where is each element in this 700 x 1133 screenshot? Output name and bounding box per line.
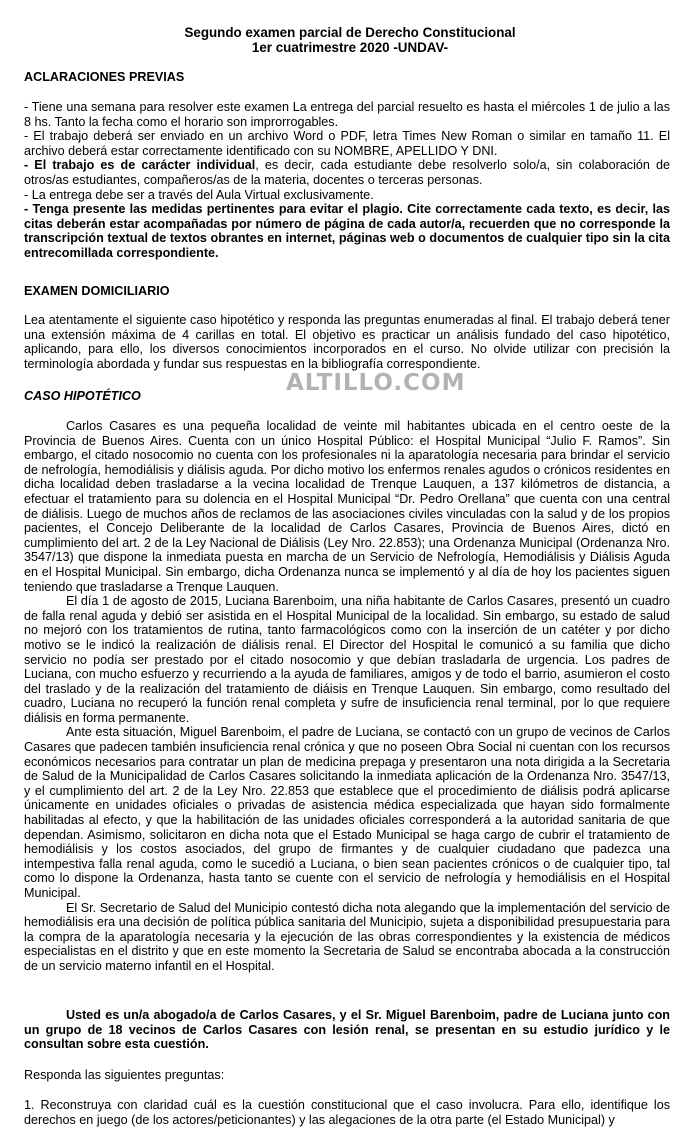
aclaracion-individual-rest: , es decir, cada estudiante debe resolverlo solo/a, sin colaboración de otros/as estudiantes, compañeros/as de la materia, docentes o terceras personas. — [24, 158, 670, 187]
aclaracion-item-format: - El trabajo deberá ser enviado en un archivo Word o PDF, letra Times New Roman o similar en tamaño 11. El archivo deberá estar correctamente identificado con su NOMBRE, APELLIDO Y DNI. — [24, 129, 670, 158]
altillo-watermark: ALTILLO.COM — [286, 370, 466, 396]
aclaracion-item-individual — [24, 158, 670, 187]
caso-paragraph-2: El día 1 de agosto de 2015, Luciana Barenboim, una niña habitante de Carlos Casares, presentó un cuadro de falla renal aguda y debió ser asistida en el Hospital Municipal de la localidad. Sin embargo, su estado de salud no mejoró con los tratamientos de rutina, tanto farmacológicos como con la inserción de un catéter y por dicho motivo se le indicó la realización de diálisis renal. El Director del Hospital le comunicó a su familia que dicho servicio no podía ser prestado por el citado nosocomio y que debían trasladarla de urgencia. Los padres de Luciana, con mucho esfuerzo y recurriendo a la ayuda de familiares, amigos y de todo el barrio, asumieron el costo del traslado y de la realización del tratamiento de diáisis en Trenque Lauquen. Sin embargo, como resultado del cuadro, Luciana no recuperó la función renal completa y sufre de insuficiencia renal terminal, por lo que requiere diálisis en forma permanente. — [24, 594, 670, 725]
document-title-line2: 1er cuatrimestre 2020 -UNDAV- — [251, 40, 449, 55]
document-title-line1: Segundo examen parcial de Derecho Constitucional — [184, 25, 516, 40]
aclaraciones-list — [24, 100, 670, 261]
caso-body — [24, 419, 670, 974]
examen-heading: EXAMEN DOMICILIARIO — [24, 284, 170, 298]
caso-paragraph-4: El Sr. Secretario de Salud del Municipio contestó dicha nota alegando que la implementación del servicio de hemodiálisis era una decisión de política pública sanitaria del Municipio, sujeta a disponibilidad presupuestaria para la compra de la aparatología necesaria y la ejecución de las obras correspondientes y la existencia de médicos especialistas en el distrito y que en este momento la Secretaria de Salud se encontraba abocada a la construcción de un servicio materno infantil en el Hospital. — [24, 900, 670, 973]
examen-intro-text: Lea atentamente el siguiente caso hipotético y responda las preguntas enumeradas al final. El trabajo deberá tener una extensión máxima de 4 carillas en total. El objetivo es practicar un análisis fundado del caso hipotético, aplicando, para ello, los diversos conocimientos incorporados en el curso. No olvide utilizar con precisión la terminología abordada y fundar sus respuestas en la bibliografía correspondiente. — [24, 313, 670, 371]
caso-paragraph-1: Carlos Casares es una pequeña localidad de veinte mil habitantes ubicada en el centro oeste de la Provincia de Buenos Aires. Cuenta con un único Hospital Público: el Hospital Municipal “Julio F. Ramos”. Sin embargo, el citado nosocomio no cuenta con los profesionales ni la aparatología necesaria para brindar el servicio de nefrología, hemodiálisis y diálisis aguda. Por dicho motivo los enfermos renales agudos o crónicos residentes en dicha localidad deben trasladarse a la vecina localidad de Trenque Lauquen, a 137 kilómetros de distancia, a efectuar el tratamiento para su dolencia en el Hospital Municipal “Dr. Pedro Orellana” que cuenta con una central de diálisis. Luego de muchos años de reclamos de las asociaciones civiles vinculadas con la salud y de los propios pacientes, el Concejo Deliberante de la localidad de Carlos Casares, Provincia de Buenos Aires, dictó en cumplimiento del art. 2 de la Ley Nacional de Diálisis (Ley Nro. 22.853); una Ordenanza Municipal (Ordenanza Nro. 3547/13) que dispone la inmediata puesta en marcha de un Servicio de Nefrología, Hemodiálisis y Diálisis Aguda en el Hospital Municipal. Sin embargo, dicha Ordenanza nunca se implementó y al día de hoy los pacientes siguen teniendo que trasladarse a Trenque Lauquen. — [24, 419, 670, 594]
aclaraciones-heading: ACLARACIONES PREVIAS — [24, 70, 185, 84]
aclaracion-item-deadline: - Tiene una semana para resolver este examen La entrega del parcial resuelto es hasta el miércoles 1 de julio a las 8 hs. Tanto la fecha como el horario son improrrogables. — [24, 100, 670, 129]
aclaracion-item-plagio: - Tenga presente las medidas pertinentes para evitar el plagio. Cite correctamente cada texto, es decir, las citas deberán estar acompañadas por número de página de cada autor/a, recuerden que no corresponde la transcripción textual de textos obrantes en internet, páginas web o documentos de cualquier tipo sin la cita entrecomillada correspondiente. — [24, 202, 670, 260]
pregunta-1: 1. Reconstruya con claridad cuál es la cuestión constitucional que el caso involucra. Para ello, identifique los derechos en juego (de los actores/peticionantes) y las alegaciones de la otra parte (el Estado Municipal) y — [24, 1098, 670, 1127]
caso-heading: CASO HIPOTÉTICO — [24, 389, 141, 403]
caso-paragraph-5: Usted es un/a abogado/a de Carlos Casares, y el Sr. Miguel Barenboim, padre de Luciana junto con un grupo de 18 vecinos de Carlos Casares con lesión renal, se presentan en su estudio jurídico y le consultan sobre esta cuestión. — [24, 1008, 670, 1052]
preguntas-intro: Responda las siguientes preguntas: — [24, 1068, 225, 1082]
examen-intro — [24, 313, 670, 371]
aclaracion-item-delivery: - La entrega debe ser a través del Aula Virtual exclusivamente. — [24, 187, 374, 202]
aclaracion-individual-bold: - El trabajo es de carácter individual — [24, 158, 256, 173]
caso-consulta — [24, 1008, 670, 1052]
caso-paragraph-3: Ante esta situación, Miguel Barenboim, el padre de Luciana, se contactó con un grupo de vecinos de Carlos Casares que padecen también insuficiencia renal crónica y que no poseen Obra Social ni cuentan con los recursos económicos necesarios para contratar un plan de medicina prepaga y presentaron una nota dirigida a la Secretaria de Salud de la Municipalidad de Carlos Casares solicitando la inmediata aplicación de la Ordenanza Nro. 3547/13, y el cumplimiento del art. 2 de la Ley Nro. 22.853 que establece que el procedimiento de diálisis podrá aplicarse únicamente en unidades oficiales o privadas de asistencia médica especializada que hayan sido formalmente habilitadas al efecto, y que la habilitación de las unidades oficiales corresponderá a la autoridad sanitaria de que dependan. Asimismo, solicitaron en dicha nota que el Estado Municipal se haga cargo de cubrir el tratamiento de hemodiálisis y los costos asociados, del grupo de firmantes y de cualquier ciudadano que padezca una intempestiva falla renal aguda, como le sucedió a Luciana, o bien sean pacientes crónicos o de cualquier tipo, tal como lo dispone la Ordenanza, hasta tanto se cuente con el servicio de nefrología y hemodiálisis en el Hospital Municipal. — [24, 725, 670, 900]
